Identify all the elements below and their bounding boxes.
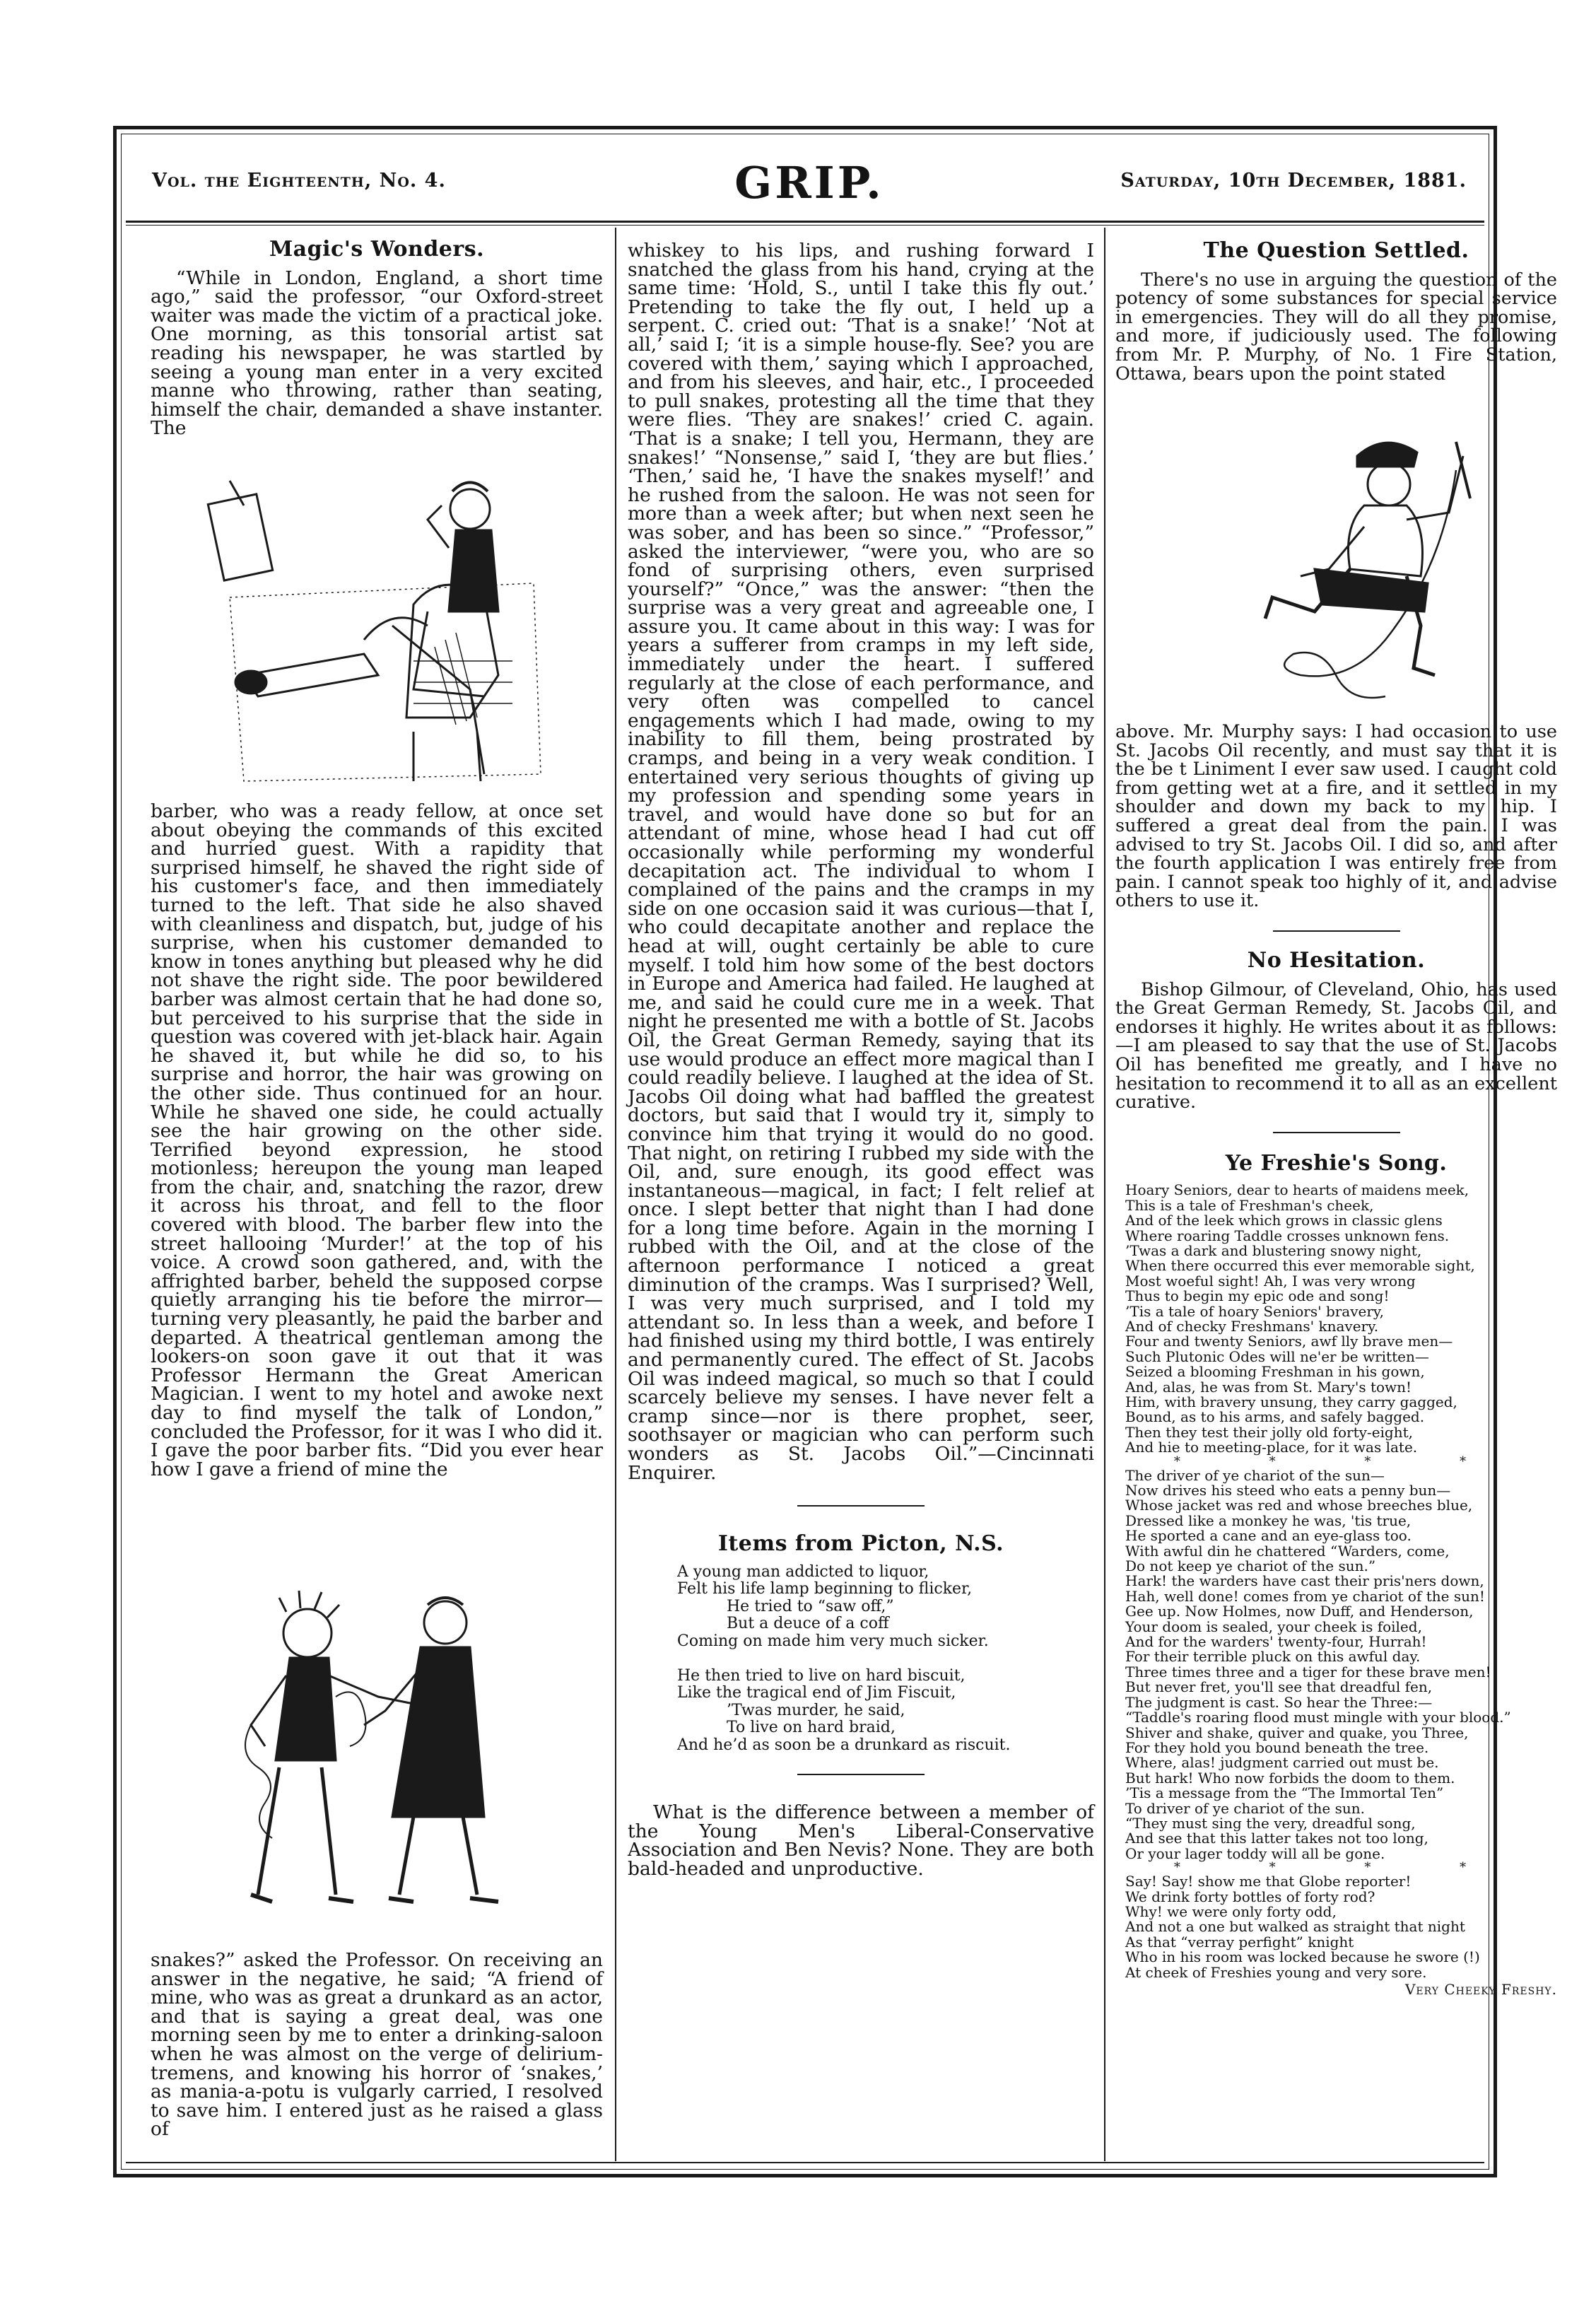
article-paragraph: There's no use in arguing the question of the potency of some substances for special service in emergencies. They will do all they promise, and more, if judiciously used. The following from Mr. P. Murphy, of No. 1 Fire Station, Ottawa, bears upon the point stated [1115, 269, 1557, 385]
poem-line: And for the warders' twenty-four, Hurrah! [1125, 1633, 1427, 1651]
poem-line: But never fret, you'll see that dreadful fen, [1125, 1678, 1433, 1696]
poem-line: Him, with bravery unsung, they carry gagged, [1125, 1393, 1457, 1410]
limerick [628, 1564, 1094, 1755]
poem-line: He sported a cane and an eye-glass too. [1125, 1527, 1412, 1545]
poem-line: Three times three and a tiger for these brave men! [1125, 1663, 1491, 1680]
column-3 [1115, 723, 1557, 2037]
poem-line: Now drives his steed who eats a penny bun— [1125, 1482, 1451, 1499]
column-2 [628, 242, 1094, 2158]
poem-line: Why! we were only forty odd, [1125, 1902, 1337, 1920]
article-heading: Ye Freshie's Song. [1225, 1150, 1448, 1176]
column-divider [615, 228, 616, 2161]
poem-line: ’Tis a message from the “The Immortal Ten” [1125, 1784, 1444, 1802]
poem-line: Bound, as to his arms, and safely bagged. [1125, 1408, 1425, 1426]
poem-line: ’Tis a tale of hoary Seniors' bravery, [1125, 1302, 1384, 1320]
poem-line: Seized a blooming Freshman in his gown, [1125, 1363, 1425, 1381]
poem-line: He tried to “saw off,” [727, 1597, 894, 1615]
poem-line: As that “verray perfight” knight [1125, 1933, 1354, 1951]
poem-line: Who in his room was locked because he swore (!) [1125, 1948, 1480, 1966]
poem-line: And he’d as soon be a drunkard as riscuit. [677, 1736, 1011, 1754]
poem-line: “Taddle's roaring flood must mingle with your blood.” [1125, 1709, 1511, 1726]
poem-line: For they hold you bound beneath the tree. [1125, 1738, 1429, 1756]
fireman-illustration [1244, 428, 1477, 707]
separator [797, 1505, 925, 1507]
poem-line: Whose jacket was red and whose breeches blue, [1125, 1497, 1473, 1514]
poem-line: At cheek of Freshies young and very sore. [1125, 1963, 1427, 1981]
column-1-top [151, 237, 603, 460]
signature: Very Cheeky Freshy. [1404, 1981, 1557, 1998]
poem-line: Hark! the warders have cast their pris'ners down, [1125, 1572, 1484, 1590]
poem-line: But hark! Who now forbids the doom to them. [1125, 1769, 1455, 1786]
article-paragraph: “While in London, England, a short time ago,” said the professor, “our Oxford-street waiter was made the victim of a practical joke. One morning, as this tonsorial artist sat reading his newspaper, he was startled by seeing a young man enter in a very excited manne who throwing, rather than seating, himself the chair, demanded a shave instanter. The [151, 267, 603, 440]
header-rule-thin [126, 225, 1484, 226]
poem-line: And hie to meeting-place, for it was late. [1125, 1439, 1418, 1456]
poem-line: Do not keep ye chariot of the sun.” [1125, 1557, 1376, 1575]
poem-line [677, 1650, 1094, 1668]
poem-line: To live on hard braid, [727, 1719, 896, 1737]
poem-line: When there occurred this ever memorable sight, [1125, 1257, 1475, 1275]
poem-line: And of the leek which grows in classic glens [1125, 1212, 1443, 1229]
poem-line: Hah, well done! comes from ye chariot of the sun! [1125, 1587, 1485, 1605]
poem-line: Say! Say! show me that Globe reporter! [1125, 1873, 1412, 1890]
article-heading: The Question Settled. [1203, 238, 1469, 263]
issue-date: Saturday, 10th December, 1881. [1120, 170, 1467, 192]
poem-line: We drink forty bottles of forty rod? [1125, 1888, 1375, 1905]
poem-line: And not a one but walked as straight that night [1125, 1918, 1465, 1936]
poem-line: Coming on made him very much sicker. [677, 1632, 989, 1650]
poem-line: Shiver and shake, quiver and quake, you Three, [1125, 1724, 1469, 1741]
poem-line: The driver of ye chariot of the sun— [1125, 1466, 1385, 1484]
poem-line: Where roaring Taddle crosses unknown fens. [1125, 1227, 1450, 1244]
volume-number: Vol. the Eighteenth, No. 4. [152, 170, 446, 192]
poem-line: Where, alas! judgment carried out must be. [1125, 1754, 1439, 1772]
poem-line: Like the tragical end of Jim Fiscuit, [677, 1684, 956, 1702]
footer-rule [126, 2162, 1484, 2163]
poem-line: This is a tale of Freshman's cheek, [1125, 1196, 1374, 1214]
masthead [152, 157, 1467, 214]
article-heading: Items from Picton, N.S. [717, 1531, 1004, 1557]
poem-line: Such Plutonic Odes will ne'er be written— [1125, 1347, 1429, 1365]
poem-line: Hoary Seniors, dear to hearts of maidens meek, [1125, 1181, 1469, 1199]
poem-line: He then tried to live on hard biscuit, [677, 1666, 966, 1685]
separator [1273, 1132, 1400, 1133]
article-paragraph: snakes?” asked the Professor. On receiving an answer in the negative, he said; “A friend of mine, who was as great a drunkard as an actor, and that is saying a great deal, was one morning seen by me to enter a drinking-saloon when he was almost on the verge of delirium-tremens, and knowing his horror of ‘snakes,’ as mania-a-potu is vulgarly carried, I resolved to save him. I entered just as he raised a glass of [151, 1949, 603, 2141]
column-divider [1104, 228, 1105, 2161]
poem-line: ’Twas a dark and blustering snowy night, [1125, 1241, 1422, 1259]
separator [797, 1774, 925, 1775]
poem-line: But a deuce of a coff [727, 1615, 889, 1633]
article-paragraph: above. Mr. Murphy says: I had occasion to use St. Jacobs Oil recently, and must say that it is the be t Liniment I ever saw used. I caught cold from getting wet at a fire, and it settled in my shoulder and down my back to my hip. I suffered a great deal from the pain. I was advised to try St. Jacobs Oil. I did so, and after the fourth application I was entirely free from pain. I cannot speak too highly of it, and advise others to use it. [1115, 721, 1557, 912]
poem-line: Or your lager toddy will all be gone. [1125, 1844, 1385, 1862]
poem-line: Most woeful sight! Ah, I was very wrong [1125, 1272, 1416, 1289]
poem-line: And see that this latter takes not too long, [1125, 1830, 1428, 1847]
freshie-song [1115, 1183, 1557, 1980]
poem-line: And of checky Freshmans' knavery. [1125, 1317, 1379, 1335]
newspaper-title: GRIP. [734, 157, 884, 209]
stanza-break: * * * * [1173, 1454, 1509, 1469]
column-1-middle [151, 802, 603, 1573]
poem-line: Four and twenty Seniors, awf lly brave men— [1125, 1333, 1453, 1350]
article-paragraph: Bishop Gilmour, of Cleveland, Ohio, has used the Great German Remedy, St. Jacobs Oil, and endorses it highly. He writes about it as follows:—I am pleased to say that the use of St. Jacobs Oil has benefited me greatly, and I have no hesitation to recommend it to all as an excellent curative. [1115, 978, 1557, 1113]
poem-line: Dressed like a monkey he was, 'tis true, [1125, 1511, 1412, 1529]
poem-line: To driver of ye chariot of the sun. [1125, 1799, 1365, 1817]
article-paragraph: barber, who was a ready fellow, at once set about obeying the commands of this excited and hurried guest. With a rapidity that surprised himself, he shaved the right side of his customer's face, and then immediately turned to the left. That side he also shaved with cleanliness and dispatch, but, judge of his surprise, when his customer demanded to know in tones anything but pleased why he did not shave the right side. The poor bewildered barber was almost certain that he had done so, but perceived to his surprise that the side in question was covered with jet-black hair. Again he shaved it, but while he did so, to his surprise and horror, the hair was growing on the other side. Thus continued for an hour. While he shaved one side, he could actually see the hair growing on the other side. Terrified beyond expression, he stood motionless; hereupon the young man leaped from the chair, and, snatching the razor, drew it across his throat, and fell to the floor covered with blood. The barber flew into the street hallooing ‘Murder!’ at the top of his voice. A crowd soon gathered, and, with the affrighted barber, beheld the supposed corpse quietly arranging his tie before the mirror—turning very pleasantly, he paid the barber and departed. A theatrical gentleman among the lookers-on soon gave it out that it was Professor Hermann the Great American Magician. I went to my hotel and awoke next day to find myself the talk of London,” concluded the Professor, for it was I who did it. I gave the poor barber fits. “Did you ever hear how I gave a friend of mine the [151, 800, 603, 1480]
header-rule [126, 221, 1484, 223]
poem-line: With awful din he chattered “Warders, come, [1125, 1542, 1450, 1560]
poem-line: Felt his life lamp beginning to flicker, [677, 1580, 973, 1598]
column-1-bottom [151, 1951, 603, 2153]
poem-line: Gee up. Now Holmes, now Duff, and Henderson, [1125, 1603, 1474, 1620]
poem-line: For their terrible pluck on this awful day. [1125, 1648, 1421, 1666]
barber-illustration [201, 463, 573, 799]
poem-line: Thus to begin my epic ode and song! [1125, 1287, 1390, 1305]
stanza-break: * * * * [1173, 1860, 1509, 1876]
article-paragraph: What is the difference between a member of the Young Men's Liberal-Conservative Association and Ben Nevis? None. They are both bald-headed and unproductive. [628, 1801, 1094, 1881]
article-heading: No Hesitation. [1247, 947, 1426, 973]
column-3-top [1115, 238, 1557, 447]
article-paragraph: whiskey to his lips, and rushing forward I snatched the glass from his hand, crying at the same time: ‘Hold, S., until I take this fly out.’ Pretending to take the fly out, I held up a serpent. C. cried out: ‘That is a snake!’ ‘Not at all,’ said I; ‘it is a simple house-fly. See? you are covered with them,’ saying which I approached, and from his sleeves, and hair, etc., I proceeded to pull snakes, protesting all the time that they were flies. ‘They are snakes!’ cried C. again. ‘That is a snake; I tell you, Hermann, they are snakes!’ “Nonsense,” said I, ‘they are but flies.’ ‘Then,’ said he, ‘I have the snakes myself!’ and he rushed from the saloon. He was not seen for more than a week after; but when next seen he was sober, and has been so since.” “Professor,” asked the interviewer, “were you, who are so fond of surprising others, even surprised yourself?” “Once,” was the answer: “then the surprise was a very great and agreeable one, I assure you. It came about in this way: I was for years a sufferer from cramps in my left side, immediately under the heart. I suffered regularly at the close of each performance, and very often was compelled to cancel engagements which I had made, owing to my inability to fill them, being prostrated by cramps, and being in a very weak condition. I entertained very serious thoughts of giving up my profession and spending some years in travel, and would have done so but for an attendant of mine, whose head I had cut off occasionally while performing my wonderful decapitation act. The individual to whom I complained of the pains and the cramps in my side on one occasion said it was curious—that I, who could decapitate another and replace the head at will, ought certainly be able to cure myself. I told him how some of the best doctors in Europe and America had failed. He laughed at me, and said he could cure me in a week. That night he presented me with a bottle of St. Jacobs Oil, the Great German Remedy, saying that its use would produce an effect more magical than I could readily believe. I laughed at the idea of St. Jacobs Oil doing what had baffled the greatest doctors, but said that I would try it, simply to convince him that trying it would do no good. That night, on retiring I rubbed my side with the Oil, and, sure enough, its good effect was instantaneous—magical, in fact; I felt relief at once. I slept better that night than I had done for a long time before. Again in the morning I rubbed with the Oil, and at the close of the afternoon performance I noticed a great diminution of the cramps. Was I surprised? Well, I was very much surprised, and I told my attendant so. In less than a week, and before I had finished using my third bottle, I was entirely and permanently cured. The effect of St. Jacobs Oil was indeed magical, so much so that I could scarcely believe my senses. I have never felt a cramp since—nor is there prophet, seer, soothsayer or magician who can perform such wonders as St. Jacobs Oil.”—Cincinnati Enquirer. [628, 240, 1094, 1484]
snakes-illustration [209, 1584, 541, 1916]
article-heading: Magic's Wonders. [269, 237, 485, 262]
poem-line: Your doom is sealed, your cheek is foiled, [1125, 1618, 1422, 1635]
poem-line: “They must sing the very, dreadful song, [1125, 1814, 1416, 1832]
poem-line: ’Twas murder, he said, [727, 1701, 905, 1719]
poem-line: And, alas, he was from St. Mary's town! [1125, 1378, 1412, 1396]
poem-line: The judgment is cast. So hear the Three:— [1125, 1693, 1433, 1711]
separator [1273, 930, 1400, 932]
poem-line: A young man addicted to liquor, [677, 1562, 929, 1581]
poem-line: Then they test their jolly old forty-eight, [1125, 1423, 1414, 1441]
